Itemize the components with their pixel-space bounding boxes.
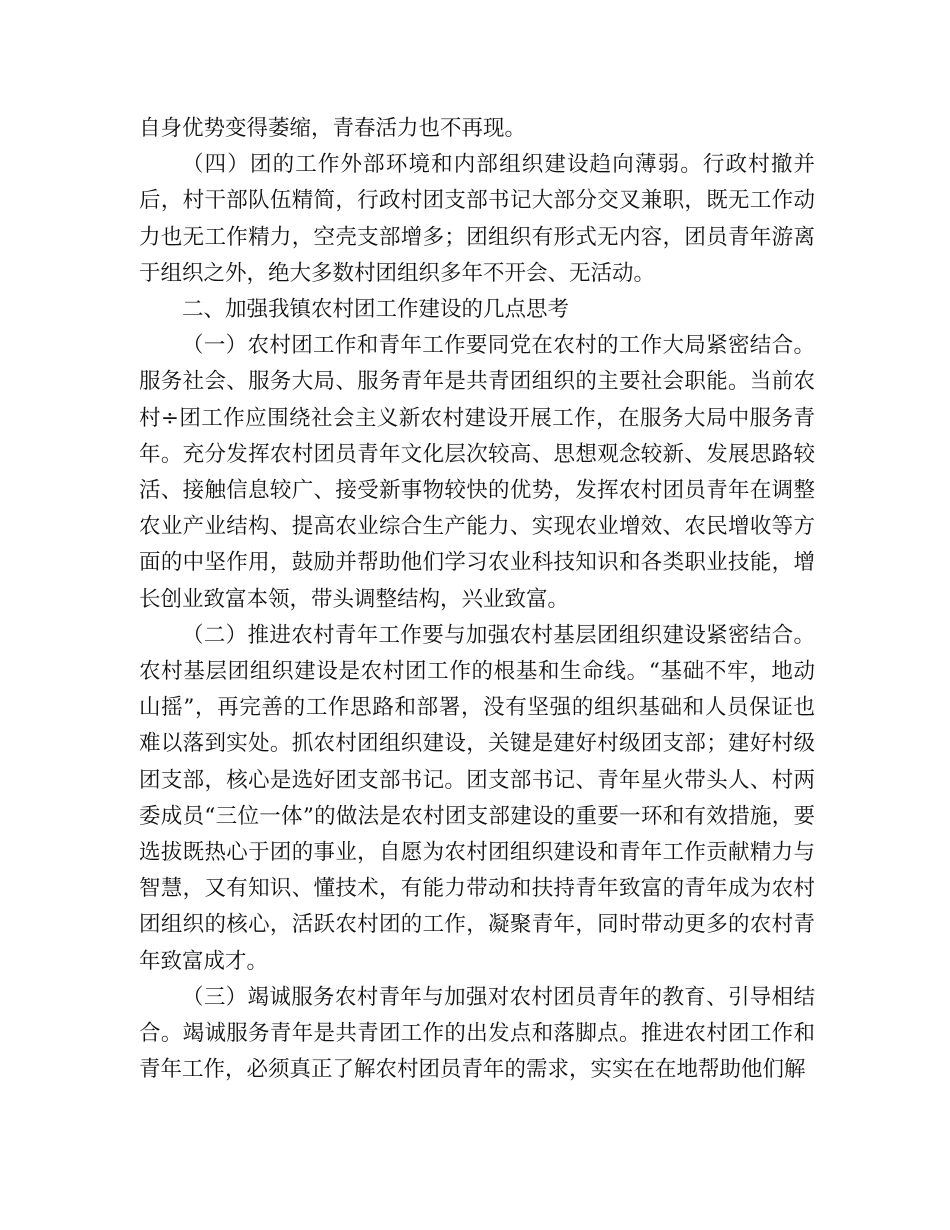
paragraph-point-three: （三）竭诚服务农村青年与加强对农村团员青年的教育、引导相结合。竭诚服务青年是共青团工作的出发点和落脚点。推进农村团工作和青年工作，必须真正了解农村团员青年的需求，实实在在地帮助他们解: [139, 984, 815, 1083]
section-heading-two: 二、加强我镇农村团工作建设的几点思考: [182, 297, 570, 323]
paragraph-point-one: （一）农村团工作和青年工作要同党在农村的工作大局紧密结合。服务社会、服务大局、服务青年是共青团组织的主要社会职能。当前农村÷团工作应围绕社会主义新农村建设开展工作，在服务大局中服务青年。充分发挥农村团员青年文化层次较高、思想观念较新、发展思路较活、接触信息较广、接受新事物较快的优势，发挥农村团员青年在调整农业产业结构、提高农业综合生产能力、实现农业增效、农民增收等方面的中坚作用，鼓励并帮助他们学习农业科技知识和各类职业技能，增长创业致富本领，带头调整结构，兴业致富。: [139, 333, 815, 612]
document-body: [139, 111, 815, 1088]
paragraph-point-two: （二）推进农村青年工作要与加强农村基层团组织建设紧密结合。农村基层团组织建设是农村团工作的根基和生命线。“基础不牢，地动山摇”，再完善的工作思路和部署，没有坚强的组织基础和人员保证也难以落到实处。抓农村团组织建设，关键是建好村级团支部；建好村级团支部，核心是选好团支部书记。团支部书记、青年星火带头人、村两委成员“三位一体”的做法是农村团支部建设的重要一环和有效措施，要选拔既热心于团的事业，自愿为农村团组织建设和青年工作贡献精力与智慧，又有知识、懂技术，有能力带动和扶持青年致富的青年成为农村团组织的核心，活跃农村团的工作，凝聚青年，同时带动更多的农村青年致富成才。: [139, 622, 815, 974]
paragraph-section-four: （四）团的工作外部环境和内部组织建设趋向薄弱。行政村撤并后，村干部队伍精简，行政村团支部书记大部分交叉兼职，既无工作动力也无工作精力，空壳支部增多；团组织有形式无内容，团员青年游离于组织之外，绝大多数村团组织多年不开会、无活动。: [139, 152, 815, 286]
paragraph-continuation: 自身优势变得萎缩，青春活力也不再现。: [139, 116, 527, 141]
